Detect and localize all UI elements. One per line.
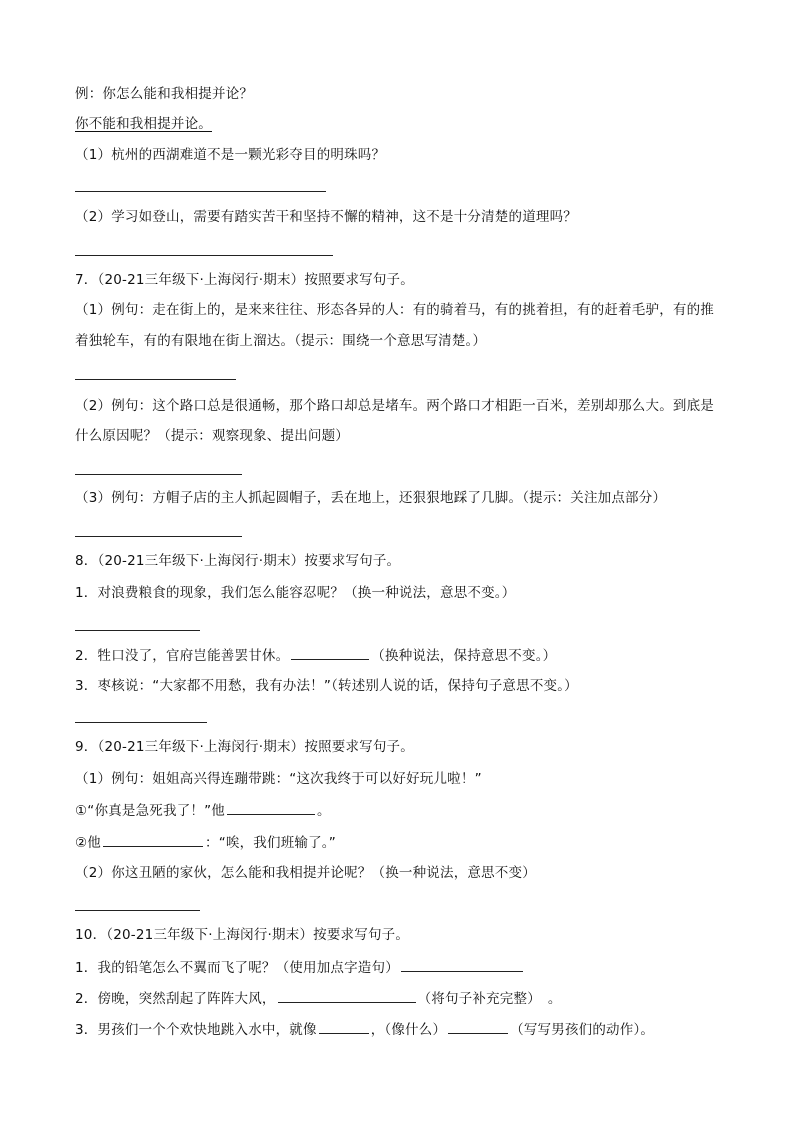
answer-line[interactable] xyxy=(75,379,236,380)
example-question: 例：你怎么能和我相提并论？ xyxy=(75,86,254,102)
q10-s1-text: 1．我的铅笔怎么不翼而飞了呢？（使用加点字造句） xyxy=(75,960,399,976)
q9-part2: （2）你这丑陋的家伙，怎么能和我相提并论呢？（换一种说法，意思不变） xyxy=(75,865,536,881)
example-answer: 你不能和我相提并论。 xyxy=(75,116,212,132)
fill-blank[interactable] xyxy=(103,832,203,847)
example-item-1: （1）杭州的西湖难道不是一颗光彩夺目的明珠吗？ xyxy=(75,147,386,163)
q8-sentence-3: 3．枣核说：“大家都不用愁，我有办法！”（转述别人说的话，保持句子意思不变。） xyxy=(75,678,578,694)
fill-blank[interactable] xyxy=(227,800,315,815)
q9-part1: （1）例句：姐姐高兴得连蹦带跳：“这次我终于可以好好玩儿啦！” xyxy=(75,771,482,787)
q7-part1-line1: （1）例句：走在街上的，是来来往往、形态各异的人：有的骑着马，有的挑着担，有的赶着毛驴，有的推 xyxy=(75,302,714,318)
q10-s3-hint: ，（像什么） xyxy=(370,1022,447,1038)
q9-completion-2 xyxy=(75,832,336,853)
q10-sentence-1 xyxy=(75,957,525,978)
q7-part3: （3）例句：方帽子店的主人抓起圆帽子，丢在地上，还狠狠地踩了几脚。（提示：关注加点部分） xyxy=(75,490,667,506)
fill-blank[interactable] xyxy=(291,645,369,660)
q10-s2-hint: （将句子补充完整） 。 xyxy=(417,991,562,1007)
example-item-2: （2）学习如登山，需要有踏实苦干和坚持不懈的精神，这不是十分清楚的道理吗？ xyxy=(75,209,577,225)
answer-line[interactable] xyxy=(75,191,326,192)
fill-blank[interactable] xyxy=(401,957,523,972)
q9-c1-text: ①“你真是急死我了！”他 xyxy=(75,803,225,819)
answer-line[interactable] xyxy=(75,474,242,475)
fill-blank[interactable] xyxy=(448,1019,508,1034)
q9-c2-end: ：“唉，我们班输了。” xyxy=(205,835,336,851)
q8-title: 8．（20-21三年级下·上海闵行·期末）按要求写句子。 xyxy=(75,553,401,569)
q10-s3-hint-2: （写写男孩们的动作）。 xyxy=(510,1022,655,1038)
q8-s2-hint: （换种说法，保持意思不变。） xyxy=(371,648,557,664)
q9-completion-1 xyxy=(75,800,331,821)
q7-part2-line1: （2）例句：这个路口总是很通畅，那个路口却总是堵车。两个路口才相距一百米，差别却那么大。到底是 xyxy=(75,398,714,414)
q9-c2-text: ②他 xyxy=(75,835,102,851)
q10-s2-text: 2．傍晚，突然刮起了阵阵大风， xyxy=(75,991,276,1007)
answer-line[interactable] xyxy=(75,722,207,723)
q10-sentence-3 xyxy=(75,1019,654,1040)
q8-sentence-1: 1．对浪费粮食的现象，我们怎么能容忍呢？（换一种说法，意思不变。） xyxy=(75,585,516,601)
answer-line[interactable] xyxy=(75,910,200,911)
q10-title: 10．（20-21三年级下·上海闵行·期末）按要求写句子。 xyxy=(75,927,410,943)
q9-title: 9．（20-21三年级下·上海闵行·期末）按照要求写句子。 xyxy=(75,739,414,755)
q7-title: 7．（20-21三年级下·上海闵行·期末）按照要求写句子。 xyxy=(75,272,414,288)
q7-part1-line2: 着独轮车，有的有限地在街上溜达。（提示：围绕一个意思写清楚。） xyxy=(75,333,487,349)
q10-s3-text: 3．男孩们一个个欢快地跳入水中，就像 xyxy=(75,1022,317,1038)
fill-blank[interactable] xyxy=(278,988,416,1003)
q10-sentence-2 xyxy=(75,988,562,1009)
q8-s2-text: 2．牲口没了，官府岂能善罢甘休。 xyxy=(75,648,290,664)
q8-sentence-2 xyxy=(75,645,556,666)
answer-line[interactable] xyxy=(75,630,200,631)
answer-line[interactable] xyxy=(75,255,333,256)
answer-line[interactable] xyxy=(75,536,242,537)
fill-blank[interactable] xyxy=(319,1019,369,1034)
q7-part2-line2: 什么原因呢？（提示：观察现象、提出问题） xyxy=(75,428,349,444)
q9-c1-end: 。 xyxy=(317,803,331,819)
